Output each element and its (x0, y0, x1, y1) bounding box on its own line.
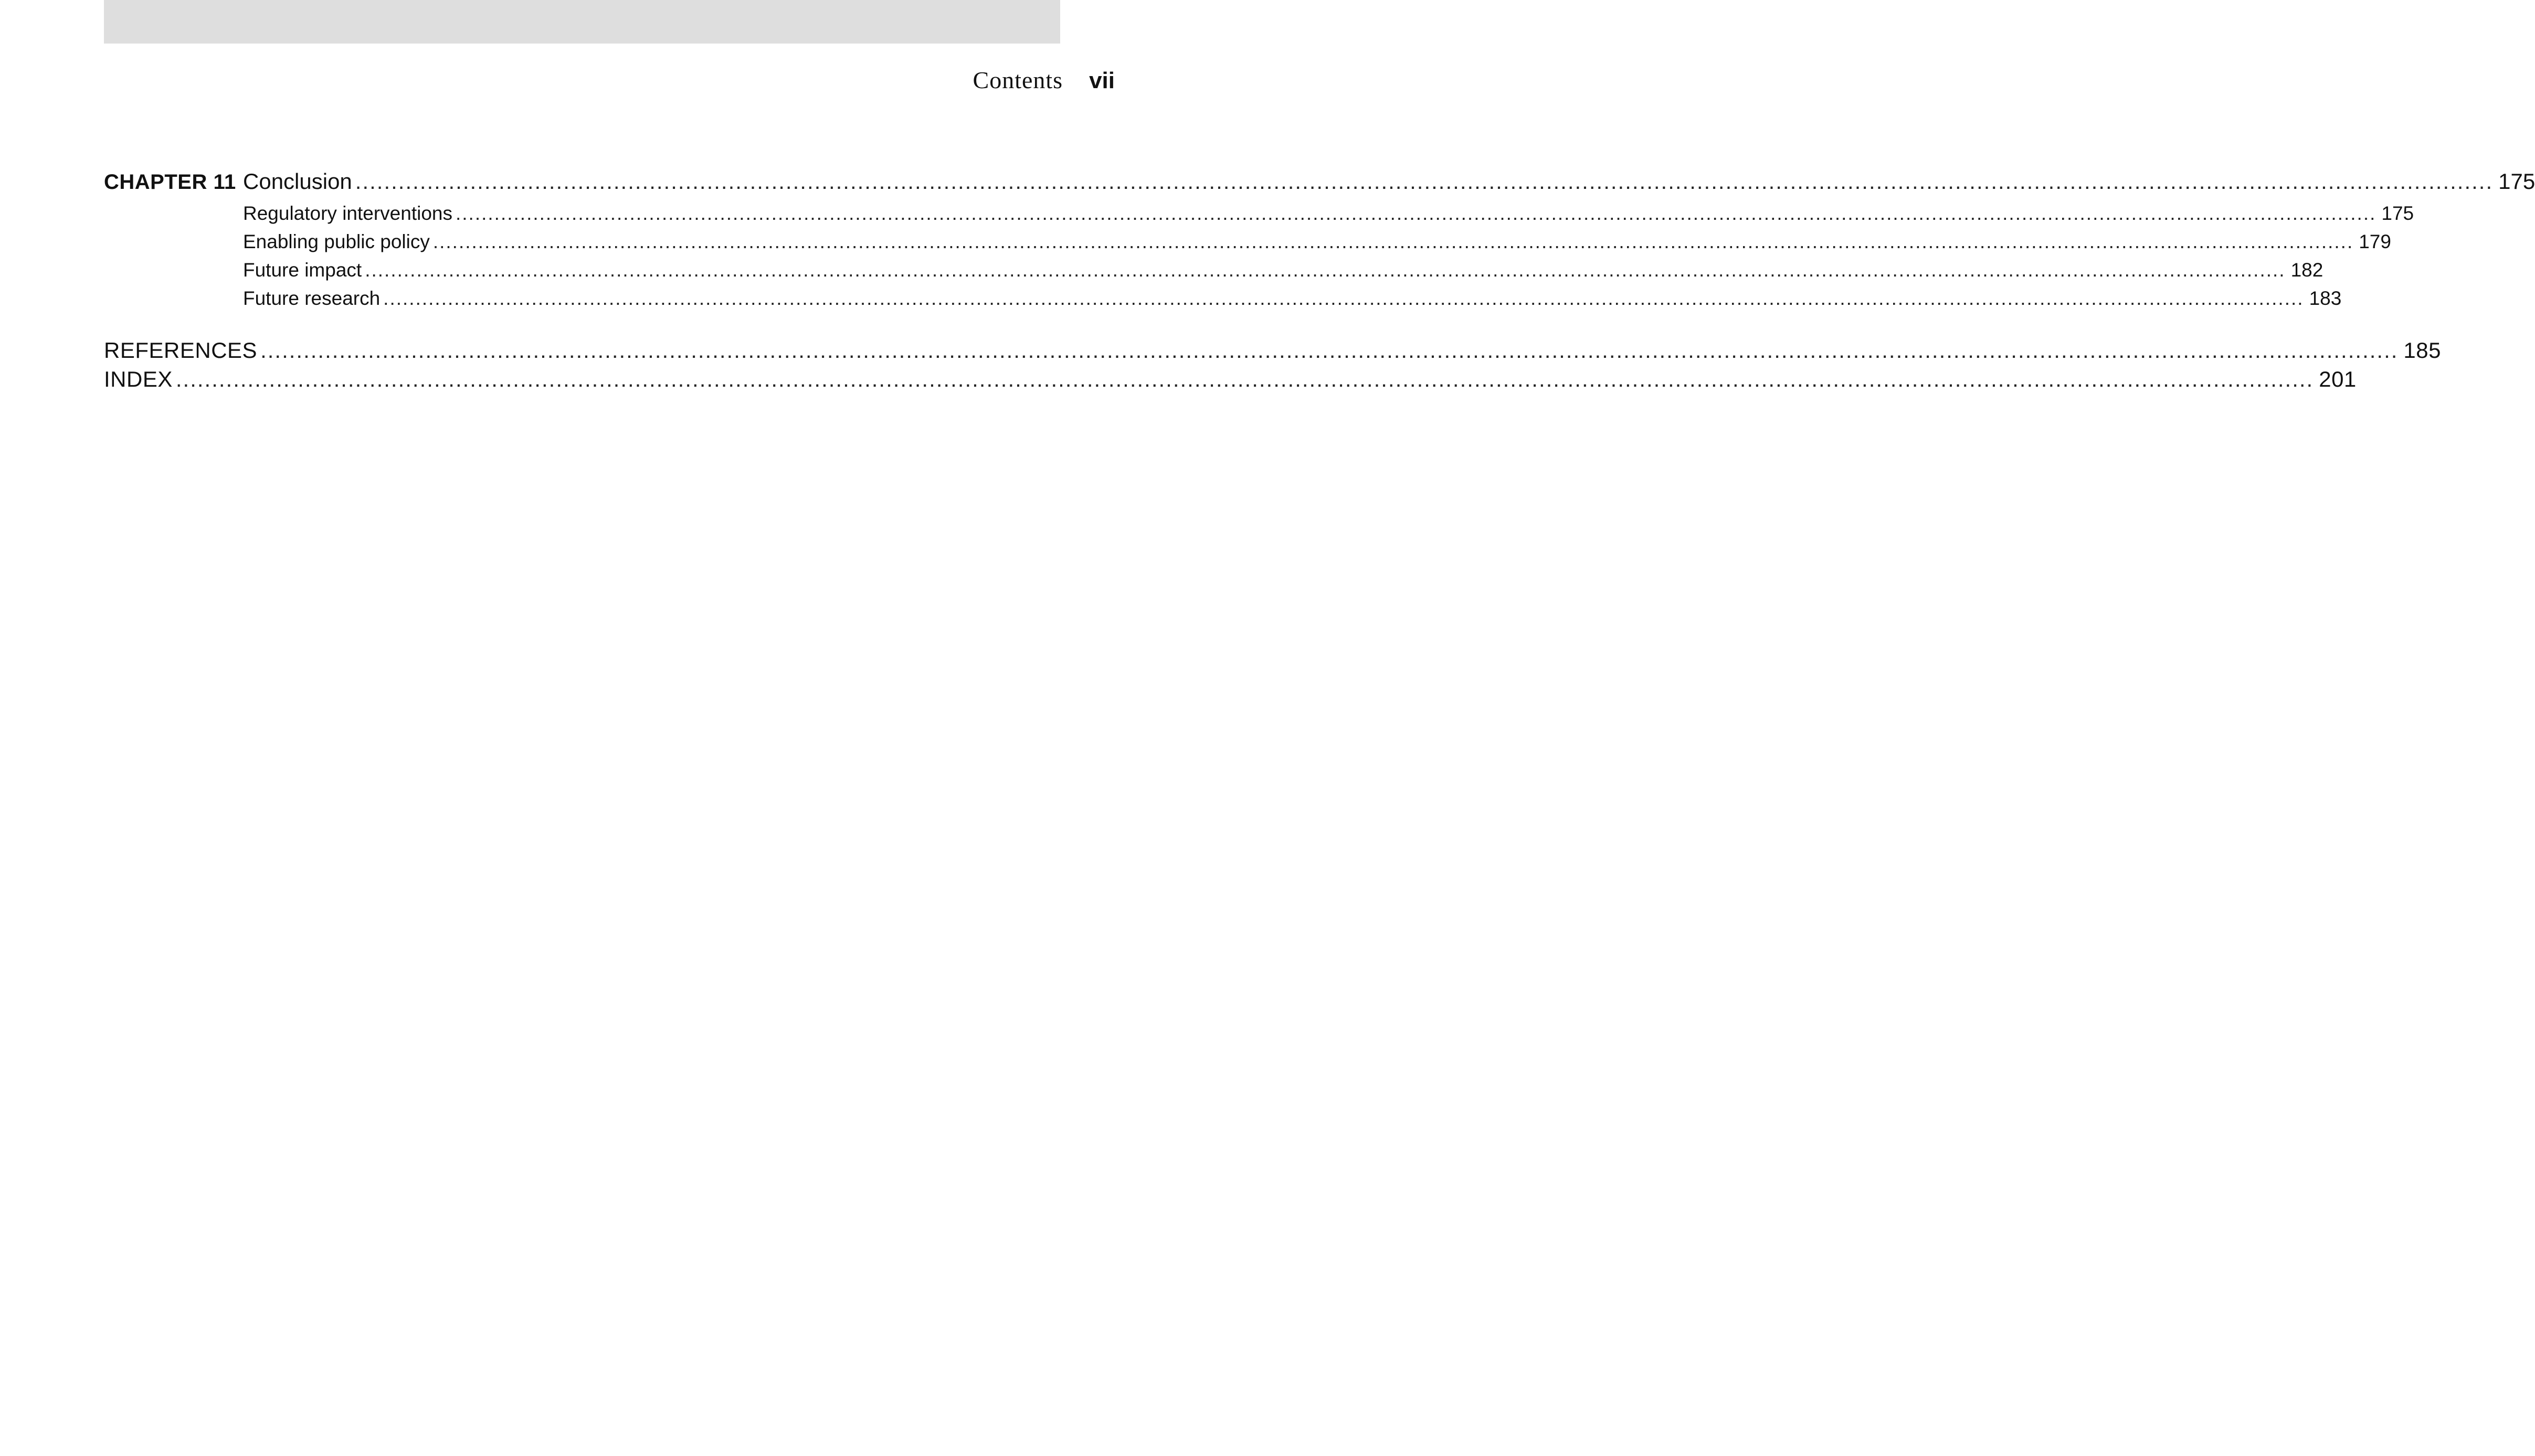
toc-entry-page: 175 (2498, 169, 2535, 194)
toc-section-title: Future research (243, 288, 381, 309)
toc-chapter-row (104, 169, 2535, 199)
toc-entry-title: Conclusion (243, 169, 352, 194)
toc-entry-chapter[interactable] (243, 169, 2535, 194)
toc-entry-page: 201 (2319, 367, 2357, 391)
dot-leader (365, 259, 2285, 281)
dot-leader (355, 169, 2493, 194)
running-title: Contents (973, 67, 1063, 93)
toc-entry-references[interactable] (104, 338, 2441, 367)
toc-entry-title: REFERENCES (104, 338, 258, 363)
chapter-number: CHAPTER 11 (104, 171, 236, 194)
toc-section-entry[interactable] (243, 259, 2323, 288)
toc-section-entry[interactable] (243, 288, 2342, 316)
page-number: vii (1089, 68, 1115, 93)
toc-section-title: Enabling public policy (243, 231, 430, 252)
toc-section-title: Future impact (243, 259, 362, 281)
toc-section-page: 182 (2290, 259, 2323, 281)
toc-entry-page: 185 (2403, 338, 2441, 363)
toc-entry-title: INDEX (104, 367, 173, 391)
toc-section-page: 179 (2359, 231, 2391, 252)
running-head (973, 66, 1115, 103)
dot-leader (433, 231, 2353, 253)
toc-back-matter (104, 338, 2441, 396)
dot-leader (176, 367, 2314, 392)
dot-leader (383, 288, 2304, 310)
dot-leader (260, 338, 2398, 363)
toc-section-page: 183 (2309, 288, 2342, 309)
table-of-contents (104, 169, 2535, 396)
dot-leader (456, 203, 2376, 225)
top-gray-band (104, 0, 1060, 44)
toc-section-page: 175 (2381, 203, 2414, 224)
toc-section-list (243, 203, 2414, 316)
toc-entry-index[interactable] (104, 367, 2357, 396)
toc-section-entry[interactable] (243, 231, 2391, 259)
toc-section-entry[interactable] (243, 203, 2414, 231)
toc-section-title: Regulatory interventions (243, 203, 452, 224)
